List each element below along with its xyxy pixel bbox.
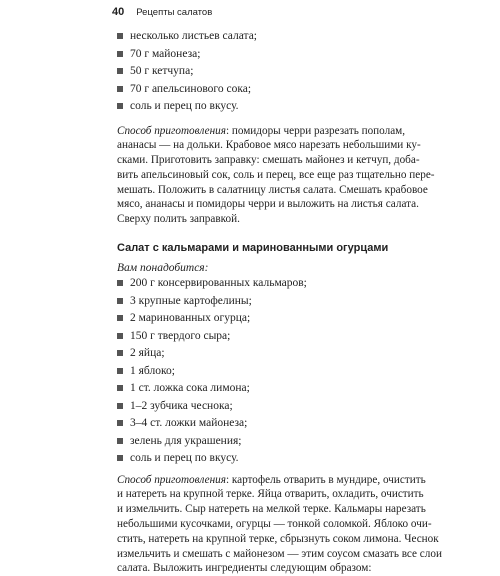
list-item: 200 г консервированных кальмаров;: [117, 275, 397, 293]
square-bullet-icon: [117, 280, 123, 286]
square-bullet-icon: [117, 68, 123, 74]
method-paragraph-1: Способ приготовления: помидоры черри разрезать пополам, ананасы — на дольки. Крабовое мясо нарезать небольшими ку- сками. Приготовить заправку: смешать майонез и кетчуп, доба- вить апельсиновый сок, соль и перец, все еще раз тщательно пере- мешать. Положить в салатницу листья салата. Смешать крабовое мясо, ананасы и помидоры черри и выложить на листья салата. Сверху полить заправкой.: [117, 124, 435, 226]
list-item: соль и перец по вкусу.: [117, 450, 397, 468]
list-item: 70 г апельсинового сока;: [117, 81, 397, 99]
square-bullet-icon: [117, 51, 123, 57]
method-paragraph-2: Способ приготовления: картофель отварить в мундире, очистить и натереть на крупной терке. Яйца отварить, охладить, очистить и измельчить. Сыр натереть на мелкой терке. Кальмары нарезать небольшими кусочками, огурцы — тонкой соломкой. Яблоко очи- стить, натереть на крупной терке, сбрызнуть соком лимона. Чеснок измельчить и смешать с майонезом — этим соусом смазать все слои салата. Выложить ингредиенты следующим образом:: [117, 473, 442, 575]
list-item: 3–4 ст. ложки майонеза;: [117, 415, 397, 433]
page-number: 40: [112, 6, 125, 18]
square-bullet-icon: [117, 368, 123, 374]
square-bullet-icon: [117, 385, 123, 391]
list-item: 3 крупные картофелины;: [117, 293, 397, 311]
needs-label: Вам понадобится:: [117, 262, 209, 275]
square-bullet-icon: [117, 103, 123, 109]
list-item: зелень для украшения;: [117, 433, 397, 451]
square-bullet-icon: [117, 455, 123, 461]
list-item: 1 ст. ложка сока лимона;: [117, 380, 397, 398]
method-label: Способ приготовления: [117, 124, 226, 137]
running-title: Рецепты салатов: [136, 7, 213, 18]
square-bullet-icon: [117, 33, 123, 39]
square-bullet-icon: [117, 86, 123, 92]
page-content: [117, 28, 442, 576]
ingredient-list-2: [117, 275, 397, 468]
square-bullet-icon: [117, 438, 123, 444]
list-item: 2 яйца;: [117, 345, 397, 363]
square-bullet-icon: [117, 350, 123, 356]
recipe-title: Салат с кальмарами и маринованными огурцами: [117, 242, 389, 255]
square-bullet-icon: [117, 403, 123, 409]
list-item: 150 г твердого сыра;: [117, 328, 397, 346]
square-bullet-icon: [117, 298, 123, 304]
square-bullet-icon: [117, 420, 123, 426]
square-bullet-icon: [117, 333, 123, 339]
list-item: соль и перец по вкусу.: [117, 98, 397, 116]
list-item: несколько листьев салата;: [117, 28, 397, 46]
method-label: Способ приготовления: [117, 473, 226, 486]
page-header: [112, 6, 212, 18]
square-bullet-icon: [117, 315, 123, 321]
ingredient-list-1: [117, 28, 397, 116]
list-item: 1–2 зубчика чеснока;: [117, 398, 397, 416]
list-item: 50 г кетчупа;: [117, 63, 397, 81]
list-item: 70 г майонеза;: [117, 46, 397, 64]
list-item: 1 яблоко;: [117, 363, 397, 381]
list-item: 2 маринованных огурца;: [117, 310, 397, 328]
